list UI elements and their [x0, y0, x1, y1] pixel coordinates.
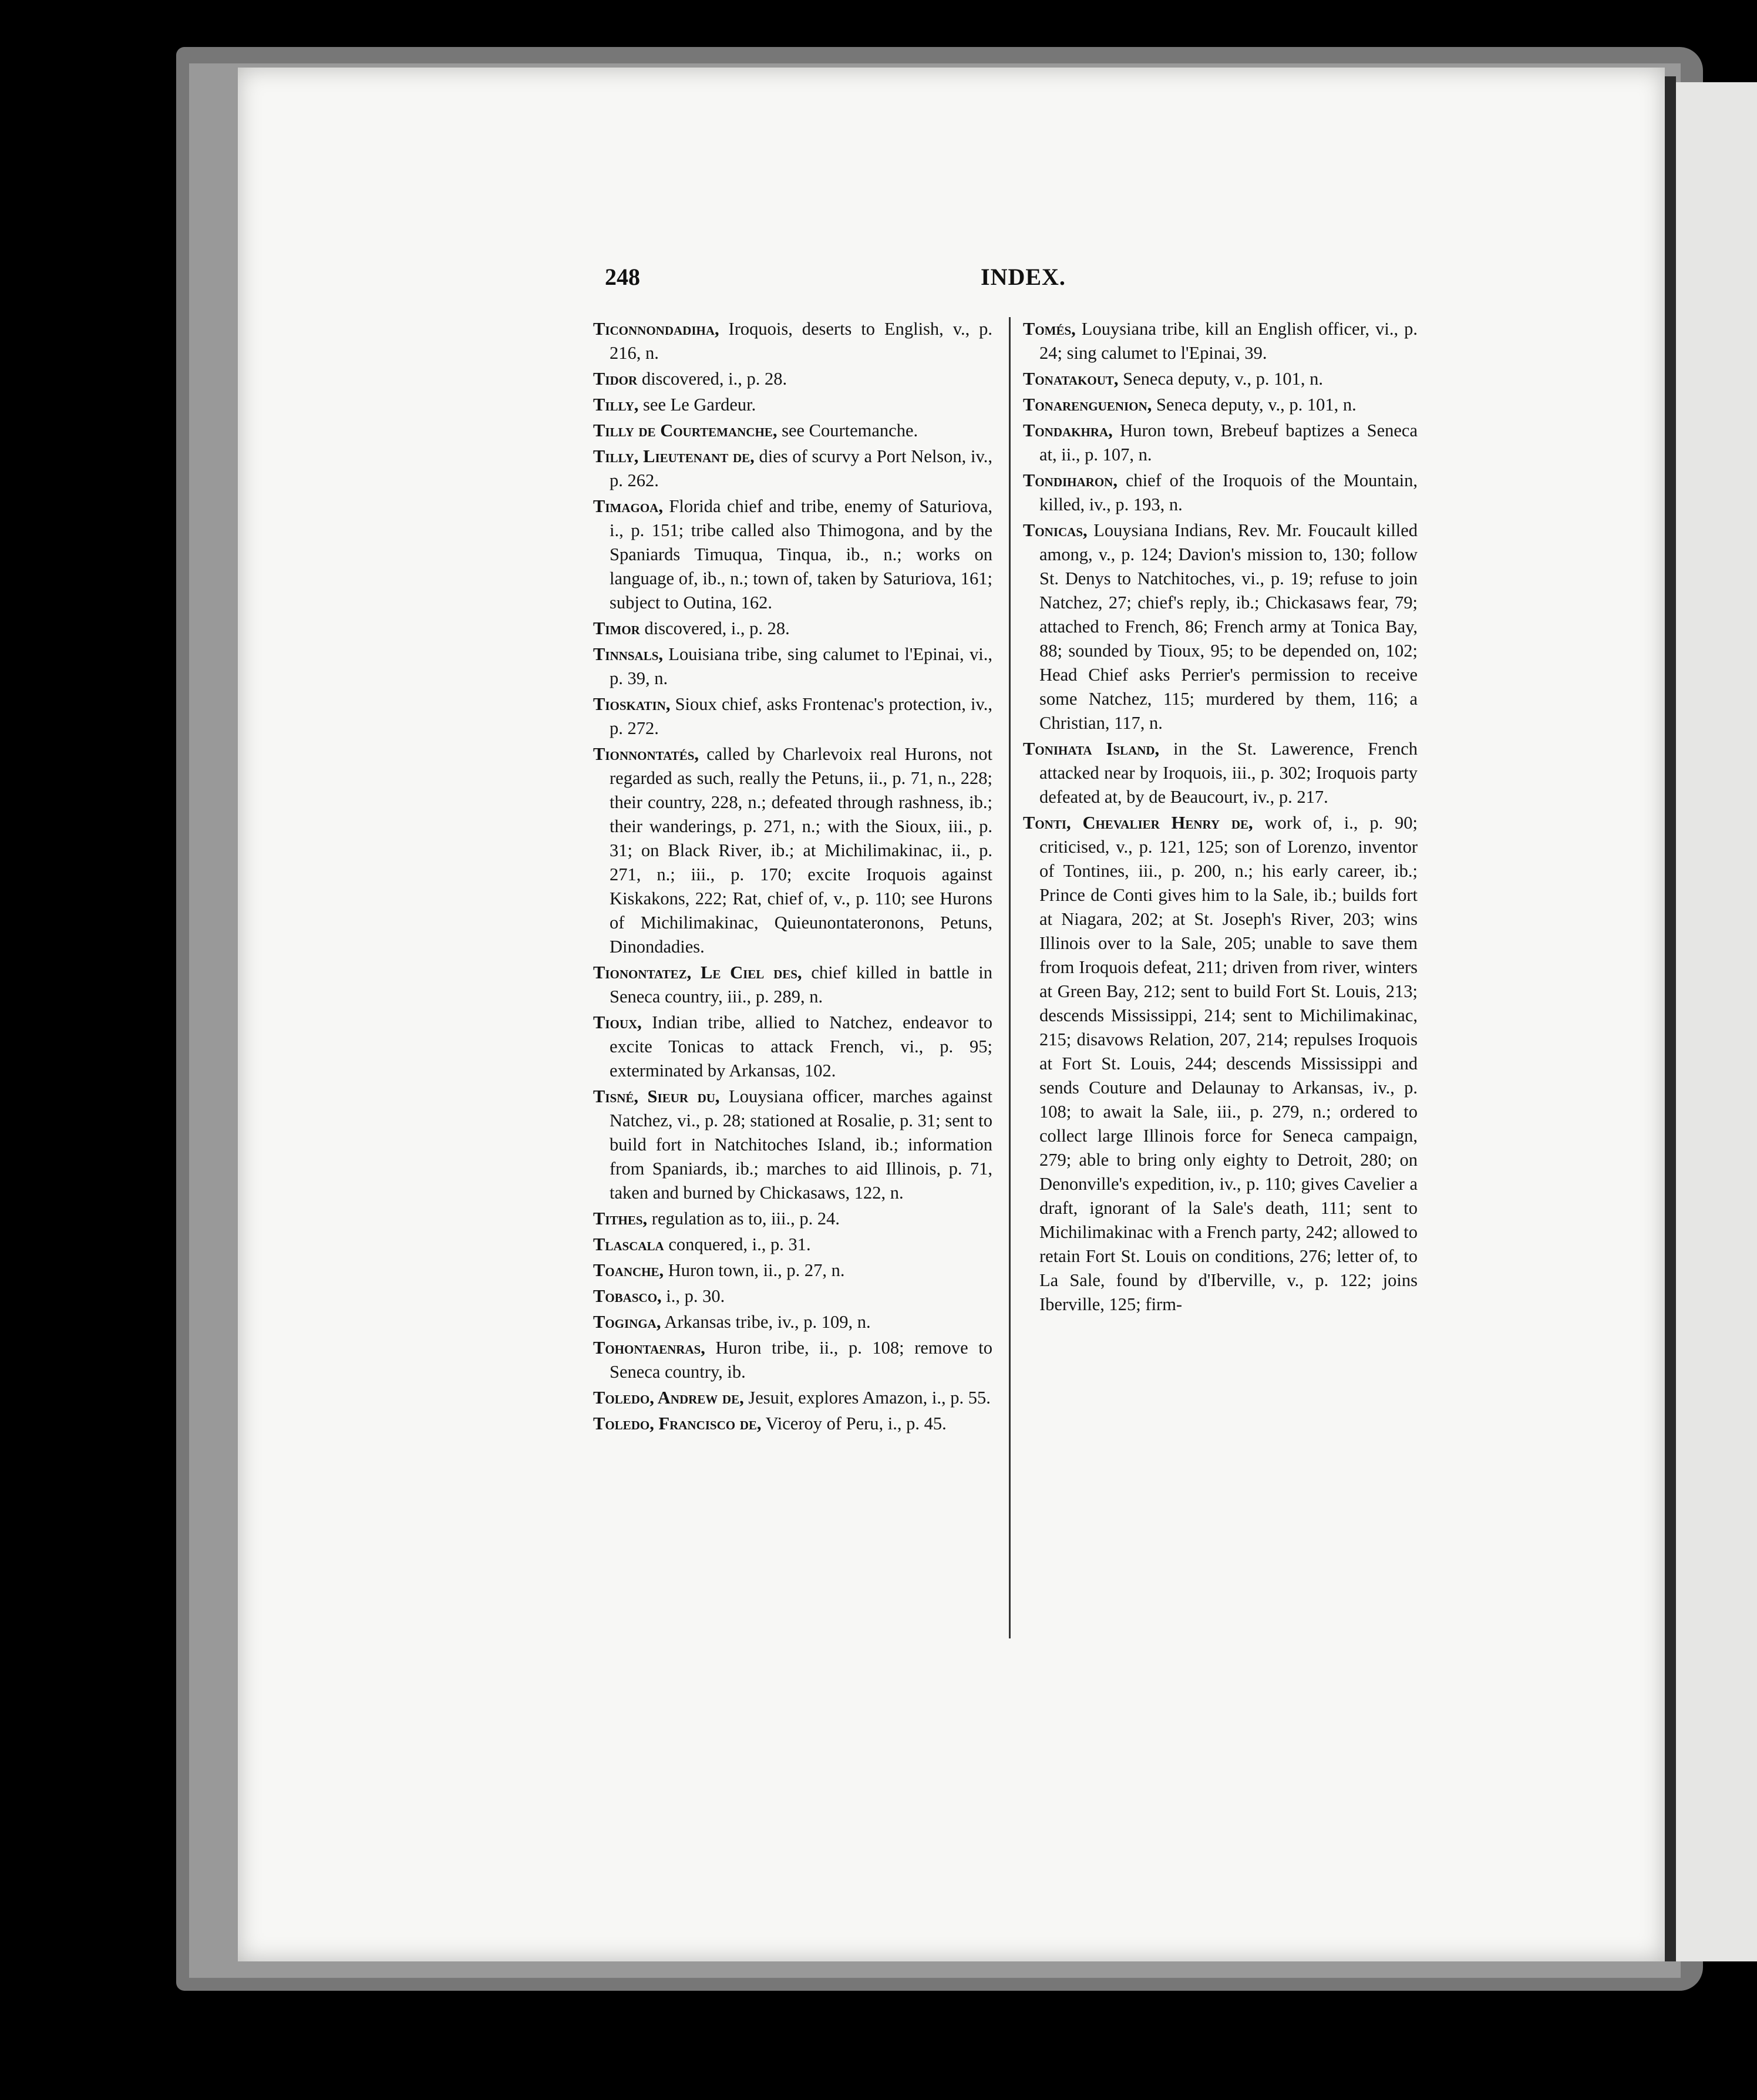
index-entry	[593, 1233, 992, 1257]
index-entry-heading: Toginga,	[593, 1312, 661, 1332]
index-entry-text: Louysiana officer, marches against Natchez, vi., p. 28; stationed at Rosalie, p. 31; sent to build fort in Natchitoches Island, ib.; information from Spaniards, ib.; marches to aid Illinois, p. 71, taken and burned by Chickasaws, 122, n.	[610, 1086, 992, 1203]
index-entry	[593, 367, 992, 391]
index-entry	[593, 494, 992, 615]
index-entry	[593, 617, 992, 641]
index-entry-text: Seneca deputy, v., p. 101, n.	[1118, 369, 1323, 389]
index-entry-heading: Toanche,	[593, 1260, 664, 1280]
index-entry-heading: Timagoa,	[593, 496, 663, 516]
index-entry-heading: Tonarenguenion,	[1023, 395, 1152, 415]
index-entry-text: conquered, i., p. 31.	[664, 1234, 811, 1254]
index-entry-text: Louysiana Indians, Rev. Mr. Foucault killed among, v., p. 124; Davion's mission to, 130; follow St. Denys to Natchitoches, vi., p. 19; refuse to join Natchez, 27; chief's reply, ib.; Chickasaws fear, 79; attached to French, 86; French army at Tonica Bay, 88; sounded by Tioux, 95; to be depended on, 102; Head Chief asks Perrier's permission to receive some Natchez, 115; murdered by them, 116; a Christian, 117, n.	[1039, 520, 1418, 733]
index-entry-heading: Tobasco,	[593, 1286, 662, 1306]
index-entry-heading: Tisné, Sieur du,	[593, 1086, 720, 1106]
index-entry-text: see Courtemanche.	[777, 420, 918, 440]
index-entry-text: Louysiana tribe, kill an English officer, vi., p. 24; sing calumet to l'Epinai, 39.	[1039, 319, 1418, 363]
index-entry-heading: Tilly, Lieutenant de,	[593, 446, 755, 466]
index-entry-heading: Tohontaenras,	[593, 1338, 705, 1358]
index-entry-text: chief killed in battle in Seneca country, iii., p. 289, n.	[610, 962, 992, 1007]
column-divider	[1009, 317, 1011, 1638]
index-entry-heading: Tonicas,	[1023, 520, 1088, 540]
index-entry	[593, 1412, 992, 1436]
index-entry-text: Viceroy of Peru, i., p. 45.	[761, 1414, 947, 1433]
index-entry-heading: Timor	[593, 618, 640, 638]
index-entry-heading: Tomés,	[1023, 319, 1076, 339]
index-entry-text: Huron town, Brebeuf baptizes a Seneca at, ii., p. 107, n.	[1039, 420, 1418, 465]
index-entry	[593, 1310, 992, 1334]
index-entry	[1023, 737, 1418, 809]
index-entry-heading: Tilly,	[593, 395, 639, 415]
index-entry-text: in the St. Lawerence, French attacked near by Iroquois, iii., p. 302; Iroquois party defeated at, by de Beaucourt, iv., p. 217.	[1039, 739, 1418, 807]
index-entry-text: see Le Gardeur.	[638, 395, 756, 415]
index-entry-text: dies of scurvy a Port Nelson, iv., p. 262.	[610, 446, 992, 490]
index-entry	[593, 393, 992, 417]
index-entry-heading: Tionnontatés,	[593, 744, 699, 764]
index-column-left	[593, 317, 992, 1438]
index-entry	[1023, 419, 1418, 467]
index-entry-heading: Tioskatin,	[593, 694, 671, 714]
index-entry	[593, 1207, 992, 1231]
index-entry	[593, 961, 992, 1009]
index-entry-text: Louisiana tribe, sing calumet to l'Epinai, vi., p. 39, n.	[610, 644, 992, 688]
index-entry	[593, 692, 992, 741]
index-entry-text: Seneca deputy, v., p. 101, n.	[1152, 395, 1357, 415]
index-entry-heading: Toledo, Andrew de,	[593, 1388, 744, 1408]
index-entry	[593, 317, 992, 365]
index-entry-text: regulation as to, iii., p. 24.	[647, 1209, 840, 1229]
index-entry	[1023, 519, 1418, 735]
index-entry	[1023, 393, 1418, 417]
index-entry-heading: Tondiharon,	[1023, 470, 1118, 490]
index-entry	[1023, 469, 1418, 517]
index-entry-heading: Tithes,	[593, 1209, 648, 1229]
index-entry-text: discovered, i., p. 28.	[639, 618, 790, 638]
index-entry-heading: Toledo, Francisco de,	[593, 1414, 762, 1433]
index-entry-text: called by Charlevoix real Hurons, not regarded as such, really the Petuns, ii., p. 71, n., 228; their country, 228, n.; defeated through rashness, ib.; their wanderings, p. 271, n.; with the Sioux, iii., p. 31; on Black River, ib.; at Michilimakinac, ii., p. 271, n.; iii., p. 170; excite Iroquois against Kiskakons, 222; Rat, chief of, v., p. 110; see Hurons of Michilimakinac, Quieunontateronons, Petuns, Dinondadies.	[610, 744, 992, 957]
index-entry-heading: Tonti, Chevalier Henry de,	[1023, 813, 1253, 833]
index-entry-text: Florida chief and tribe, enemy of Saturiova, i., p. 151; tribe called also Thimogona, and by the Spaniards Timuqua, Tinqua, ib., n.; works on language of, ib., n.; town of, taken by Saturiova, 161; subject to Outina, 162.	[610, 496, 992, 612]
index-entry	[593, 1011, 992, 1083]
index-entry-text: work of, i., p. 90; criticised, v., p. 121, 125; son of Lorenzo, inventor of Tontines, iii., p. 200, n.; his early career, ib.; Prince de Conti gives him to la Sale, ib.; builds fort at Niagara, 202; at St. Joseph's River, 203; wins Illinois over to la Sale, 205; unable to save them from Iroquois defeat, 211; driven from river, winters at Green Bay, 212; sent to build Fort St. Louis, 213; descends Mississippi, 214; sent to Michilimakinac, 215; disavows Relation, 207, 214; repulses Iroquois at Fort St. Louis, 244; descends Mississippi and sends Couture and Delaunay to Arkansas, iv., p. 108; to await la Sale, iii., p. 279, n.; ordered to collect large Illinois force for Seneca campaign, 279; able to bring only eighty to Detroit, 280; on Denonville's expedition, iv., p. 110; gives Cavelier a draft, ignorant of la Sale's death, 111; sent to Michilimakinac with a French party, 242; allowed to retain Fort St. Louis on conditions, 276; letter of, to La Sale, found by d'Iberville, v., p. 122; joins Iberville, 125; firm-	[1039, 813, 1418, 1314]
index-entry-heading: Tonatakout,	[1023, 369, 1119, 389]
index-entry-text: Huron tribe, ii., p. 108; remove to Seneca country, ib.	[610, 1338, 992, 1382]
running-head: INDEX.	[981, 264, 1066, 290]
index-entry-heading: Tionontatez, Le Ciel des,	[593, 962, 802, 982]
index-entry-text: Jesuit, explores Amazon, i., p. 55.	[743, 1388, 991, 1408]
index-entry	[593, 1336, 992, 1384]
index-entry	[593, 1258, 992, 1283]
page-number: 248	[605, 264, 640, 290]
index-entry-heading: Tidor	[593, 369, 638, 389]
index-column-right	[1023, 317, 1418, 1318]
index-entry	[1023, 367, 1418, 391]
index-entry	[593, 1386, 992, 1410]
index-entry-text: chief of the Iroquois of the Mountain, killed, iv., p. 193, n.	[1039, 470, 1418, 514]
index-entry-heading: Tonihata Island,	[1023, 739, 1160, 759]
index-entry-text: Iroquois, deserts to English, v., p. 216, n.	[610, 319, 992, 363]
page-header	[605, 263, 1427, 298]
index-entry-text: Arkansas tribe, iv., p. 109, n.	[661, 1312, 871, 1332]
index-entry-text: Sioux chief, asks Frontenac's protection, iv., p. 272.	[610, 694, 992, 738]
index-entry-heading: Tlascala	[593, 1234, 664, 1254]
index-entry	[593, 1284, 992, 1308]
index-entry	[593, 642, 992, 691]
index-entry-heading: Tondakhra,	[1023, 420, 1113, 440]
index-entry-text: Indian tribe, allied to Natchez, endeavor to excite Tonicas to attack French, vi., p. 95; exterminated by Arkansas, 102.	[610, 1012, 992, 1081]
index-entry-text: i., p. 30.	[661, 1286, 725, 1306]
index-entry-heading: Tilly de Courtemanche,	[593, 420, 777, 440]
index-entry	[593, 445, 992, 493]
index-entry	[1023, 317, 1418, 365]
index-entry	[1023, 811, 1418, 1317]
index-entry-heading: Ticonnondadiha,	[593, 319, 719, 339]
index-entry-text: discovered, i., p. 28.	[637, 369, 787, 389]
index-entry-heading: Tinnsals,	[593, 644, 664, 664]
index-entry	[593, 1085, 992, 1205]
index-entry	[593, 742, 992, 959]
index-entry-heading: Tioux,	[593, 1012, 642, 1032]
index-entry-text: Huron town, ii., p. 27, n.	[664, 1260, 845, 1280]
index-entry	[593, 419, 992, 443]
facing-page-edge	[1674, 82, 1757, 1961]
